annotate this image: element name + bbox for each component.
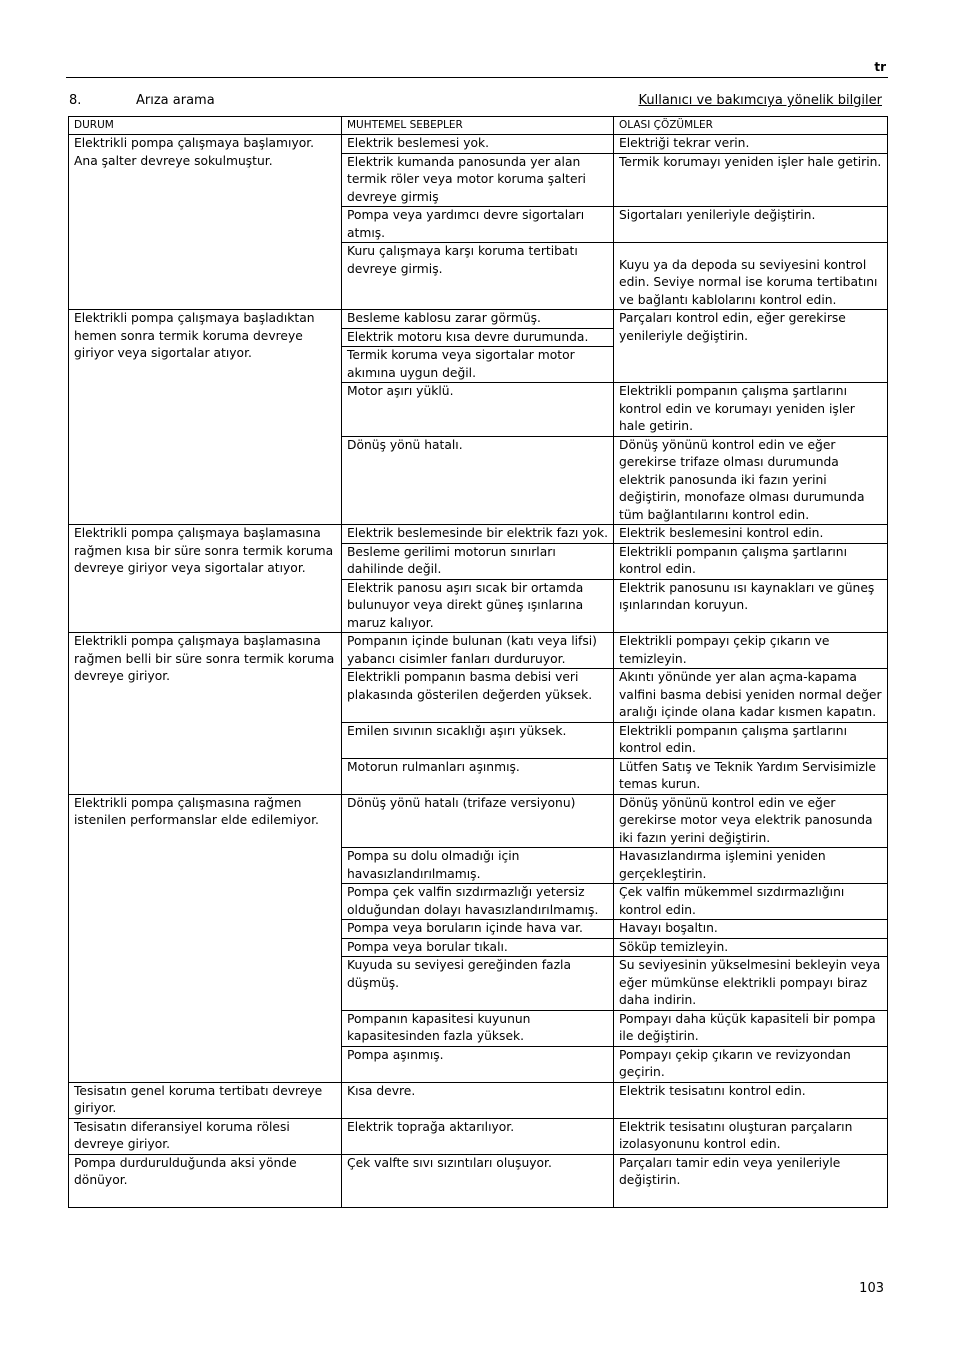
solution-cell: Pompayı daha küçük kapasiteli bir pompa ile değiştirin. — [614, 1010, 888, 1046]
status-cell: Elektrikli pompa çalışmaya başlamıyor. Ana şalter devreye sokulmuştur. — [69, 135, 342, 310]
cause-cell: Pompa aşınmış. — [342, 1046, 614, 1082]
solution-cell: Havayı boşaltın. — [614, 920, 888, 939]
cause-cell: Çek valfte sıvı sızıntıları oluşuyor. — [342, 1154, 614, 1207]
solution-cell: Dönüş yönünü kontrol edin ve eğer gerekirse trifaze olması durumunda elektrik panosunda iki fazın yerini değiştirin, monofaze olması durumunda tüm bağlantılarını kontrol edin. — [614, 436, 888, 525]
table-row — [69, 310, 888, 329]
cause-cell: Pompanın kapasitesi kuyunun kapasitesinden fazla yüksek. — [342, 1010, 614, 1046]
cause-cell: Elektrik beslemesi yok. — [342, 135, 614, 154]
cause-cell: Dönüş yönü hatalı. — [342, 436, 614, 525]
cause-cell: Kısa devre. — [342, 1082, 614, 1118]
column-header-cause: MUHTEMEL SEBEPLER — [342, 117, 614, 135]
cause-cell: Elektrik panosu aşırı sıcak bir ortamda bulunuyor veya direkt güneş ışınlarına maruz kalıyor. — [342, 579, 614, 633]
solution-cell: Kuyu ya da depoda su seviyesini kontrol edin. Seviye normal ise koruma tertibatını ve bağlantı kablolarını kontrol edin. — [614, 243, 888, 310]
cause-cell: Emilen sıvının sıcaklığı aşırı yüksek. — [342, 722, 614, 758]
column-header-solution: OLASI ÇÖZÜMLER — [614, 117, 888, 135]
status-cell: Pompa durdurulduğunda aksi yönde dönüyor. — [69, 1154, 342, 1207]
section-number: 8. — [69, 93, 82, 108]
cause-cell: Elektrik toprağa aktarılıyor. — [342, 1118, 614, 1154]
solution-cell: Su seviyesinin yükselmesini bekleyin veya eğer mümkünse elektrikli pompayı biraz daha indirin. — [614, 957, 888, 1011]
solution-cell: Sigortaları yenileriyle değiştirin. — [614, 207, 888, 243]
cause-cell: Pompa veya borular tıkalı. — [342, 938, 614, 957]
table-row — [69, 1082, 888, 1118]
solution-cell: Akıntı yönünde yer alan açma-kapama valfini basma debisi yeniden normal değer aralığı içinde olana kadar kısmen kapatın. — [614, 669, 888, 723]
solution-cell: Elektrikli pompayı çekip çıkarın ve temizleyin. — [614, 633, 888, 669]
solution-cell: Pompayı çekip çıkarın ve revizyondan geçirin. — [614, 1046, 888, 1082]
solution-cell: Termik korumayı yeniden işler hale getirin. — [614, 153, 888, 207]
cause-cell: Elektrik motoru kısa devre durumunda. — [342, 328, 614, 347]
solution-cell: Elektrik tesisatını oluşturan parçaların izolasyonunu kontrol edin. — [614, 1118, 888, 1154]
solution-cell: Elektrik beslemesini kontrol edin. — [614, 525, 888, 544]
table-header-row — [69, 117, 888, 135]
solution-cell: Söküp temizleyin. — [614, 938, 888, 957]
cause-cell: Besleme kablosu zarar görmüş. — [342, 310, 614, 329]
table-row — [69, 633, 888, 669]
cause-cell: Kuru çalışmaya karşı koruma tertibatı devreye girmiş. — [342, 243, 614, 310]
cause-cell: Besleme gerilimi motorun sınırları dahilinde değil. — [342, 543, 614, 579]
page-number: 103 — [859, 1281, 884, 1296]
cause-cell: Motor aşırı yüklü. — [342, 383, 614, 437]
section-title: Arıza arama — [136, 93, 215, 108]
solution-cell: Elektrikli pompanın çalışma şartlarını kontrol edin ve korumayı yeniden işler hale getirin. — [614, 383, 888, 437]
solution-cell: Çek valfin mükemmel sızdırmazlığını kontrol edin. — [614, 884, 888, 920]
table-row — [69, 1154, 888, 1207]
header-divider — [66, 77, 888, 78]
solution-cell: Elektrik panosunu ısı kaynakları ve güneş ışınlarından koruyun. — [614, 579, 888, 633]
cause-cell: Elektrik kumanda panosunda yer alan termik röler veya motor koruma şalteri devreye girmiş — [342, 153, 614, 207]
cause-cell: Termik koruma veya sigortalar motor akımına uygun değil. — [342, 347, 614, 383]
cause-cell: Dönüş yönü hatalı (trifaze versiyonu) — [342, 794, 614, 848]
solution-cell: Elektrikli pompanın çalışma şartlarını kontrol edin. — [614, 543, 888, 579]
status-cell: Tesisatın genel koruma tertibatı devreye giriyor. — [69, 1082, 342, 1118]
status-cell: Elektrikli pompa çalışmaya başlamasına rağmen kısa bir süre sonra termik koruma devreye giriyor veya sigortalar atıyor. — [69, 525, 342, 633]
solution-cell: Elektriği tekrar verin. — [614, 135, 888, 154]
solution-cell: Elektrik tesisatını kontrol edin. — [614, 1082, 888, 1118]
cause-cell: Motorun rulmanları aşınmış. — [342, 758, 614, 794]
status-cell: Elektrikli pompa çalışmaya başlamasına rağmen belli bir süre sonra termik koruma devreye giriyor. — [69, 633, 342, 795]
table-row — [69, 794, 888, 848]
solution-cell: Elektrikli pompanın çalışma şartlarını kontrol edin. — [614, 722, 888, 758]
cause-cell: Pompa su dolu olmadığı için havasızlandırılmamış. — [342, 848, 614, 884]
solution-cell: Dönüş yönünü kontrol edin ve eğer gerekirse motor veya elektrik panosunda iki fazın yerini değiştirin. — [614, 794, 888, 848]
cause-cell: Pompa çek valfin sızdırmazlığı yetersiz olduğundan dolayı havasızlandırılmamış. — [342, 884, 614, 920]
column-header-status: DURUM — [69, 117, 342, 135]
cause-cell: Elektrik beslemesinde bir elektrik fazı yok. — [342, 525, 614, 544]
status-cell: Tesisatın diferansiyel koruma rölesi devreye giriyor. — [69, 1118, 342, 1154]
audience-note: Kullanıcı ve bakımcıya yönelik bilgiler — [638, 93, 882, 108]
cause-cell: Pompanın içinde bulunan (katı veya lifsi) yabancı cisimler fanları durduruyor. — [342, 633, 614, 669]
status-cell: Elektrikli pompa çalışmaya başladıktan hemen sonra termik koruma devreye giriyor veya sigortalar atıyor. — [69, 310, 342, 525]
troubleshooting-table — [68, 116, 888, 1208]
cause-cell: Elektrikli pompanın basma debisi veri plakasında gösterilen değerden yüksek. — [342, 669, 614, 723]
solution-cell: Havasızlandırma işlemini yeniden gerçekleştirin. — [614, 848, 888, 884]
table-row — [69, 135, 888, 154]
cause-cell: Kuyuda su seviyesi gereğinden fazla düşmüş. — [342, 957, 614, 1011]
cause-cell: Pompa veya yardımcı devre sigortaları atmış. — [342, 207, 614, 243]
cause-cell: Pompa veya boruların içinde hava var. — [342, 920, 614, 939]
table-row — [69, 1118, 888, 1154]
status-cell: Elektrikli pompa çalışmasına rağmen istenilen performanslar elde edilemiyor. — [69, 794, 342, 1082]
table-row — [69, 525, 888, 544]
language-code: tr — [874, 60, 886, 74]
solution-cell: Parçaları kontrol edin, eğer gerekirse yenileriyle değiştirin. — [614, 310, 888, 383]
solution-cell: Parçaları tamir edin veya yenileriyle değiştirin. — [614, 1154, 888, 1207]
solution-cell: Lütfen Satış ve Teknik Yardım Servisimizle temas kurun. — [614, 758, 888, 794]
